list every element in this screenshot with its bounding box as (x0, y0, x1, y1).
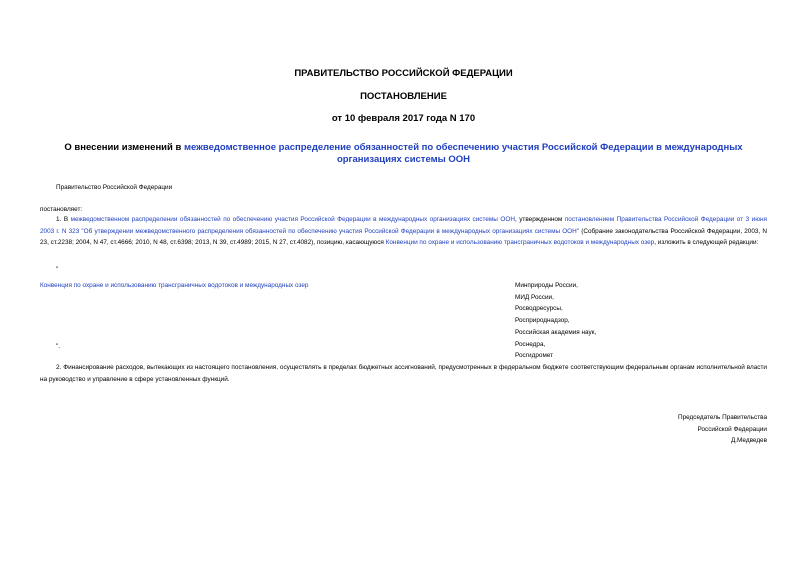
agency-item: Минприроды России, (515, 282, 578, 289)
document-title (40, 142, 767, 166)
p1-text-b: , утвержденном (514, 216, 565, 223)
signature-org: Российской Федерации (697, 425, 767, 433)
quote-open: " (56, 266, 59, 273)
p1-link-convention[interactable]: Конвенции по охране и использованию трансграничных водотоков и международных озер (385, 239, 655, 246)
decrees-text: постановляет: (40, 206, 83, 213)
agency-item: Росгидромет (515, 352, 554, 360)
header-doc-type: ПОСТАНОВЛЕНИЕ (360, 91, 447, 102)
paragraph-1 (40, 214, 767, 249)
paragraph-2: 2. Финансирование расходов, вытекающих из настоящего постановления, осуществлять в пределах бюджетных ассигнований, предусмотренных в федеральном бюджете соответствующим федеральным органам исполнительной власти на руководство и управление в сфере установленных функций. (40, 364, 767, 383)
p1-text-c: (Собрание законодательства Российской Федерации, 2003, N 23, ст.2238; 2004, N 47, ст.4666; 2010, N 48, ст.6398; 2013, N 39, ст.4989; 2015, N 27, ст.4082), позицию, касающуюся (40, 227, 767, 246)
agency-item: МИД России, (515, 293, 554, 301)
agency-item: Росводресурсы, (515, 305, 563, 313)
p1-text-a: 1. В (56, 216, 71, 223)
signature-title: Председатель Правительства (678, 414, 767, 421)
agency-item: Российская академия наук, (515, 328, 597, 336)
intro-text: Правительство Российской Федерации (56, 184, 173, 191)
agency-item: Роснедра, (515, 340, 546, 348)
table-cell-convention-link[interactable]: Конвенция по охране и использованию трансграничных водотоков и международных озер (40, 282, 309, 289)
p1-link-distribution[interactable]: межведомственном распределении обязанностей по обеспечению участия Российской Федерации в международных организациях системы ООН (70, 216, 515, 223)
signature-name: Д.Медведев (730, 437, 767, 444)
header-government: ПРАВИТЕЛЬСТВО РОССИЙСКОЙ ФЕДЕРАЦИИ (294, 68, 513, 79)
title-prefix: О внесении изменений в (64, 142, 184, 153)
p1-link-resolution[interactable]: постановлением Правительства Российской Федерации от 3 июня 2003 г. N 323 "Об утверждении межведомственного распределения обязанностей по обеспечению участия Российской Федерации в международных организациях системы ООН" (40, 216, 767, 235)
agency-item: Росприроднадзор, (515, 317, 570, 325)
p1-text-d: , изложить в следующей редакции: (654, 239, 759, 246)
quote-close: ". (56, 343, 61, 350)
table-cell-agencies (515, 280, 596, 362)
signature-block (560, 412, 767, 447)
header-date-number: от 10 февраля 2017 года N 170 (331, 113, 476, 124)
title-link[interactable]: межведомственное распределение обязанностей по обеспечению участия Российской Федерации в международных организациях системы ООН (183, 142, 743, 165)
